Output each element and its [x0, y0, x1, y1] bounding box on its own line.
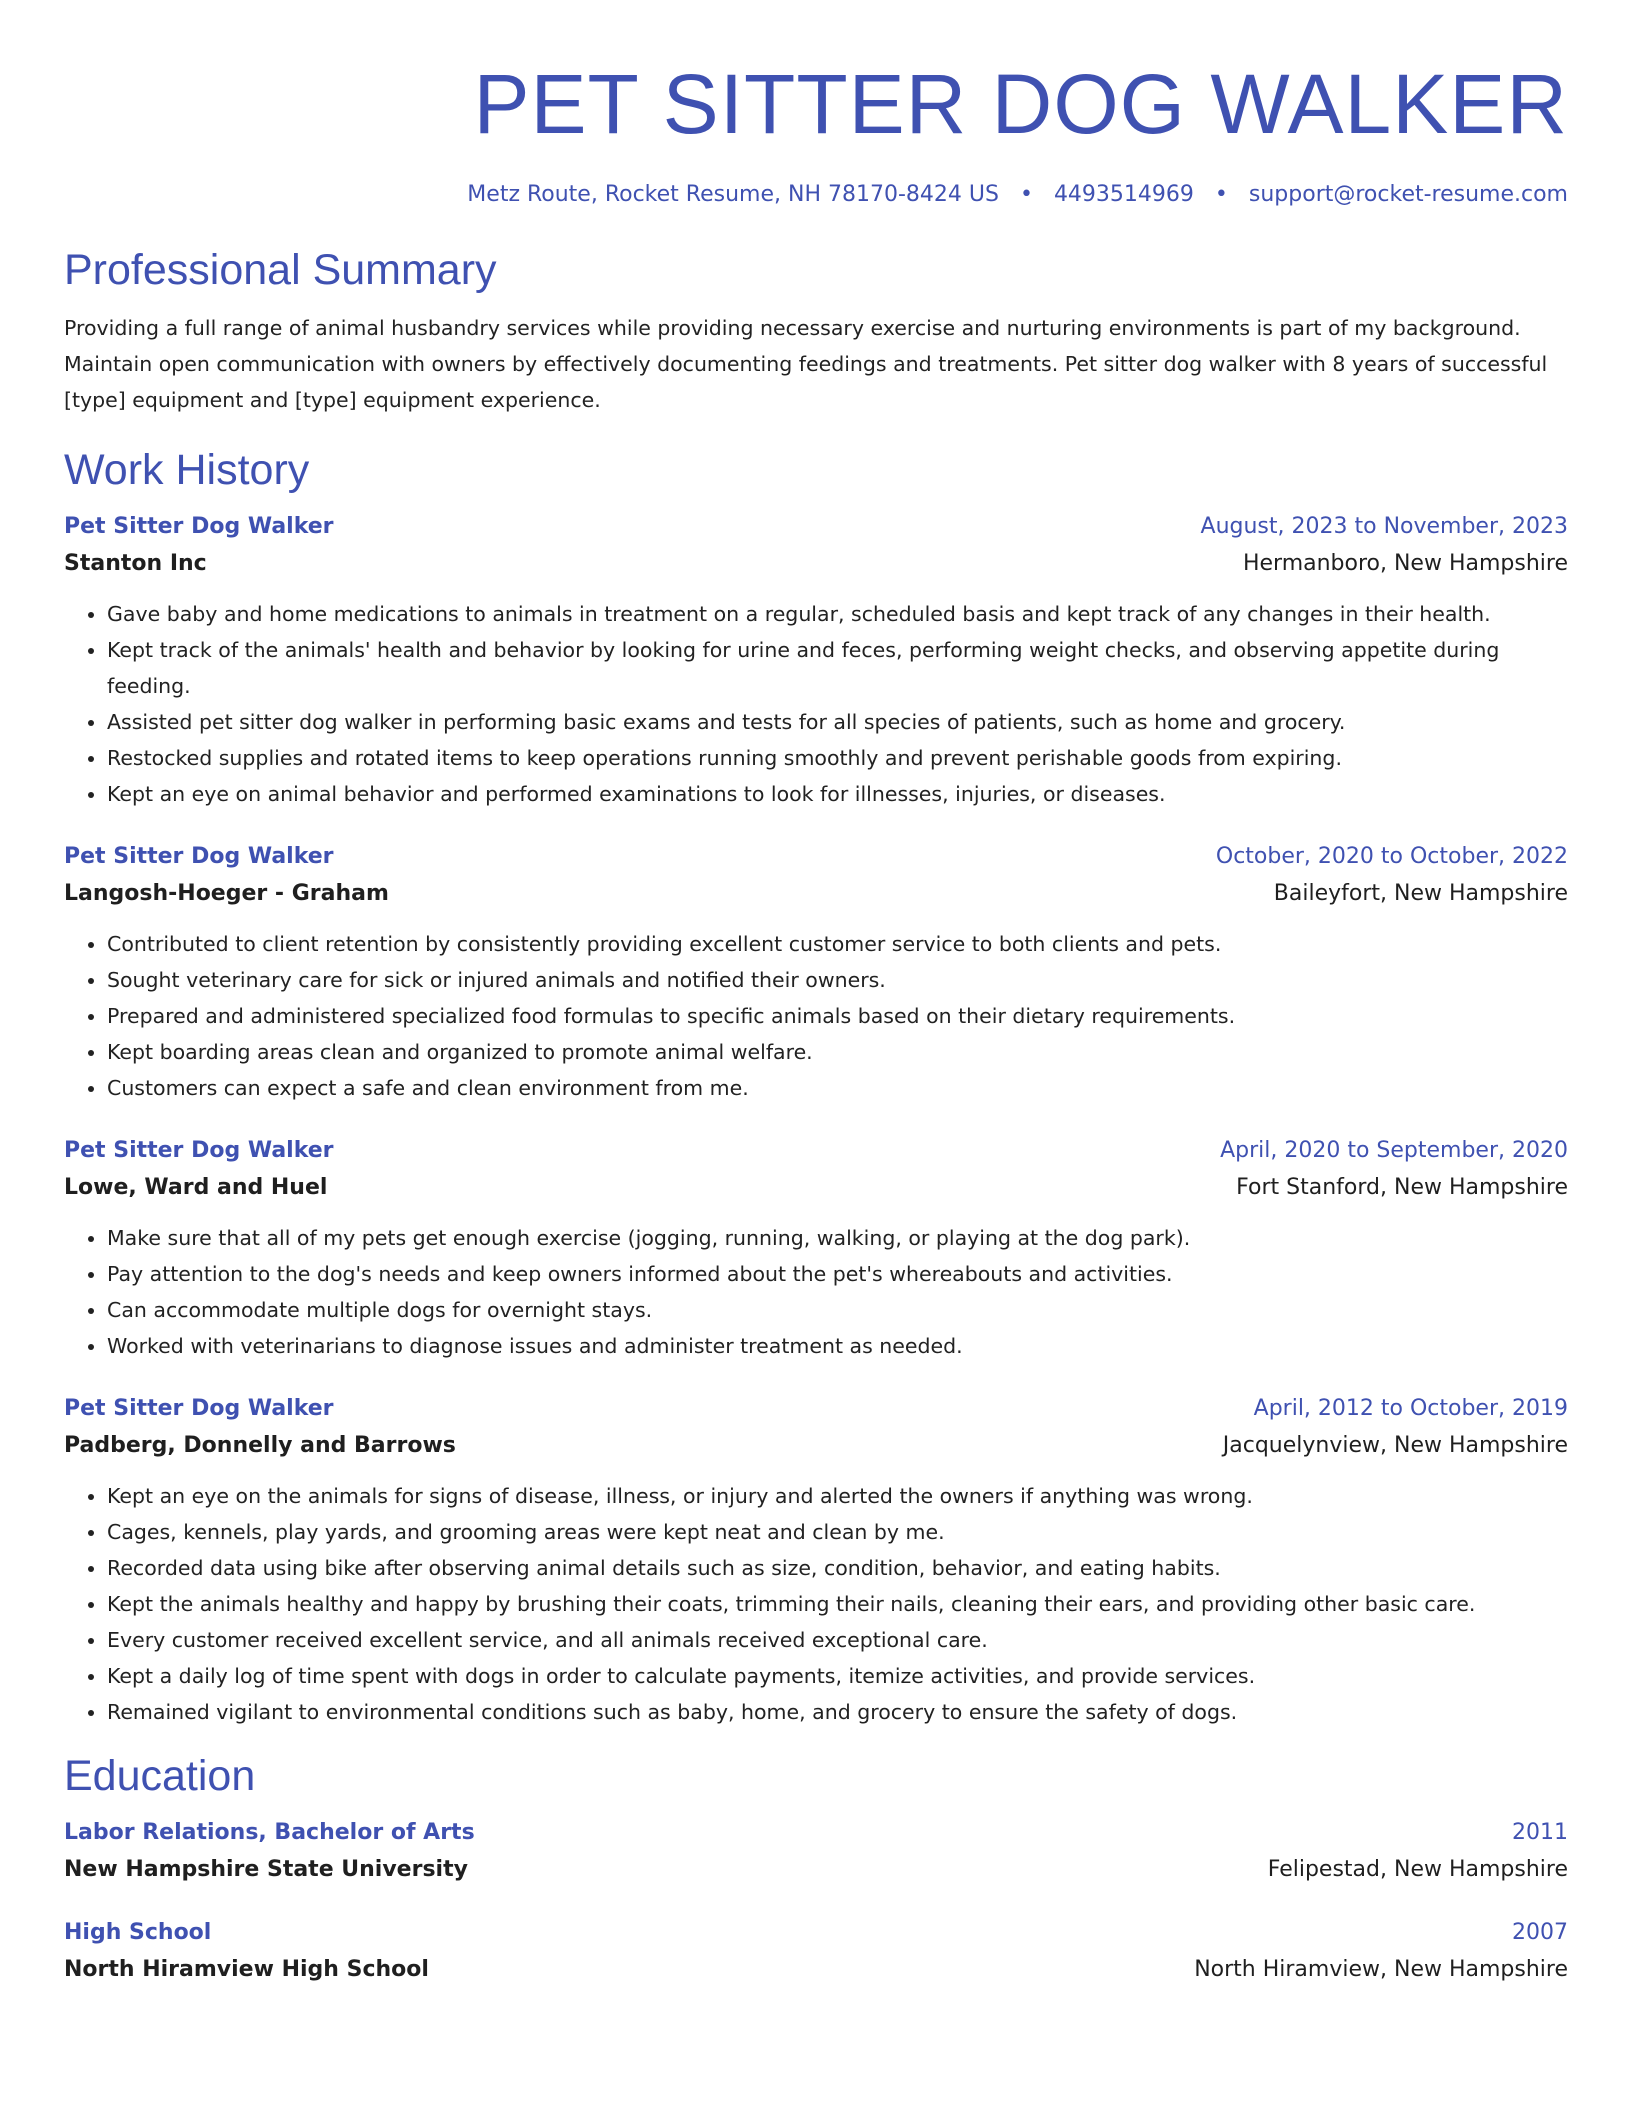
- job-company: Langosh-Hoeger - Graham: [64, 881, 389, 906]
- job-bullet: • Make sure that all of my pets get enough exercise (jogging, running, walking, or playing at the dog park).: [107, 1220, 1568, 1256]
- education-school-row: [64, 1850, 1568, 1890]
- job-location: Fort Stanford, New Hampshire: [1236, 1175, 1568, 1200]
- contact-line: [64, 180, 1568, 210]
- job-dates: October, 2020 to October, 2022: [1215, 844, 1568, 869]
- contact-separator: •: [1214, 182, 1228, 207]
- job-company: Padberg, Donnelly and Barrows: [64, 1433, 456, 1458]
- job-bullet: • Can accommodate multiple dogs for overnight stays.: [107, 1292, 1568, 1328]
- job-company: Lowe, Ward and Huel: [64, 1175, 328, 1200]
- job-bullet: • Gave baby and home medications to animals in treatment on a regular, scheduled basis and kept track of any changes in their health.: [107, 596, 1568, 632]
- job-header-row: [64, 510, 1568, 544]
- job-bullet: • Kept an eye on animal behavior and performed examinations to look for illnesses, injuries, or diseases.: [107, 776, 1568, 812]
- education-entry: [64, 1916, 1568, 1990]
- work-history-heading: Work History: [64, 446, 310, 494]
- job-bullet: • Kept track of the animals' health and behavior by looking for urine and feces, performing weight checks, and observing appetite during feeding.: [107, 632, 1568, 704]
- job-company-row: [64, 544, 1568, 584]
- job-entry: [64, 1392, 1568, 1730]
- job-company-row: [64, 1168, 1568, 1208]
- job-entry: [64, 510, 1568, 812]
- job-header-row: [64, 1392, 1568, 1426]
- education-degree: High School: [64, 1920, 212, 1945]
- education-entry: [64, 1816, 1568, 1890]
- job-header-row: [64, 1134, 1568, 1168]
- education-school: New Hampshire State University: [64, 1857, 468, 1882]
- job-dates: April, 2020 to September, 2020: [1220, 1138, 1568, 1163]
- contact-phone: 4493514969: [1053, 182, 1194, 207]
- education-degree: Labor Relations, Bachelor of Arts: [64, 1820, 475, 1845]
- job-company: Stanton Inc: [64, 551, 207, 576]
- job-entry: [64, 840, 1568, 1106]
- job-bullet: • Prepared and administered specialized food formulas to specific animals based on their dietary requirements.: [107, 998, 1568, 1034]
- job-dates: April, 2012 to October, 2019: [1253, 1396, 1568, 1421]
- job-location: Baileyfort, New Hampshire: [1273, 881, 1568, 906]
- job-bullet: • Kept the animals healthy and happy by brushing their coats, trimming their nails, cleaning their ears, and providing other basic care.: [107, 1586, 1568, 1622]
- education-header-row: [64, 1916, 1568, 1950]
- job-bullet: • Pay attention to the dog's needs and keep owners informed about the pet's whereabouts and activities.: [107, 1256, 1568, 1292]
- job-title: Pet Sitter Dog Walker: [64, 844, 334, 869]
- summary-text: Providing a full range of animal husbandry services while providing necessary exercise and nurturing environments is part of my background. Maintain open communication with owners by effectively documenting feedings and treatments. Pet sitter dog walker with 8 years of successful [type] equipment and [type] equipment experience.: [64, 316, 1548, 412]
- contact-address: Metz Route, Rocket Resume, NH 78170-8424 US: [467, 182, 999, 207]
- job-bullets: [64, 1220, 1568, 1364]
- job-header-row: [64, 840, 1568, 874]
- candidate-name: PET SITTER DOG WALKER: [473, 57, 1568, 151]
- job-bullet: • Contributed to client retention by consistently providing excellent customer service to both clients and pets.: [107, 926, 1568, 962]
- education-year: 2011: [1512, 1820, 1568, 1845]
- education-location: North Hiramview, New Hampshire: [1194, 1957, 1568, 1982]
- job-bullet: • Sought veterinary care for sick or injured animals and notified their owners.: [107, 962, 1568, 998]
- education-school-row: [64, 1950, 1568, 1990]
- education-header-row: [64, 1816, 1568, 1850]
- job-bullet: • Remained vigilant to environmental conditions such as baby, home, and grocery to ensure the safety of dogs.: [107, 1694, 1568, 1730]
- job-bullet: • Kept boarding areas clean and organized to promote animal welfare.: [107, 1034, 1568, 1070]
- job-bullet: • Customers can expect a safe and clean environment from me.: [107, 1070, 1568, 1106]
- job-company-row: [64, 874, 1568, 914]
- job-bullet: • Kept a daily log of time spent with dogs in order to calculate payments, itemize activities, and provide services.: [107, 1658, 1568, 1694]
- job-bullet: • Every customer received excellent service, and all animals received exceptional care.: [107, 1622, 1568, 1658]
- education-year: 2007: [1512, 1920, 1568, 1945]
- education-school: North Hiramview High School: [64, 1957, 429, 1982]
- education-location: Felipestad, New Hampshire: [1267, 1857, 1568, 1882]
- job-location: Jacquelynview, New Hampshire: [1222, 1433, 1568, 1458]
- contact-email: support@rocket-resume.com: [1248, 182, 1568, 207]
- job-bullet: • Cages, kennels, play yards, and grooming areas were kept neat and clean by me.: [107, 1514, 1568, 1550]
- job-title: Pet Sitter Dog Walker: [64, 514, 334, 539]
- job-bullet: • Recorded data using bike after observing animal details such as size, condition, behavior, and eating habits.: [107, 1550, 1568, 1586]
- summary-heading: Professional Summary: [64, 246, 497, 294]
- job-bullets: [64, 926, 1568, 1106]
- contact-separator: •: [1019, 182, 1033, 207]
- job-bullets: [64, 596, 1568, 812]
- job-title: Pet Sitter Dog Walker: [64, 1396, 334, 1421]
- job-dates: August, 2023 to November, 2023: [1200, 514, 1568, 539]
- job-entry: [64, 1134, 1568, 1364]
- job-bullet: • Worked with veterinarians to diagnose issues and administer treatment as needed.: [107, 1328, 1568, 1364]
- job-bullet: • Assisted pet sitter dog walker in performing basic exams and tests for all species of patients, such as home and grocery.: [107, 704, 1568, 740]
- job-bullets: [64, 1478, 1568, 1730]
- job-bullet: • Restocked supplies and rotated items to keep operations running smoothly and prevent perishable goods from expiring.: [107, 740, 1568, 776]
- job-title: Pet Sitter Dog Walker: [64, 1138, 334, 1163]
- job-bullet: • Kept an eye on the animals for signs of disease, illness, or injury and alerted the owners if anything was wrong.: [107, 1478, 1568, 1514]
- education-heading: Education: [64, 1752, 256, 1800]
- job-company-row: [64, 1426, 1568, 1466]
- job-location: Hermanboro, New Hampshire: [1242, 551, 1568, 576]
